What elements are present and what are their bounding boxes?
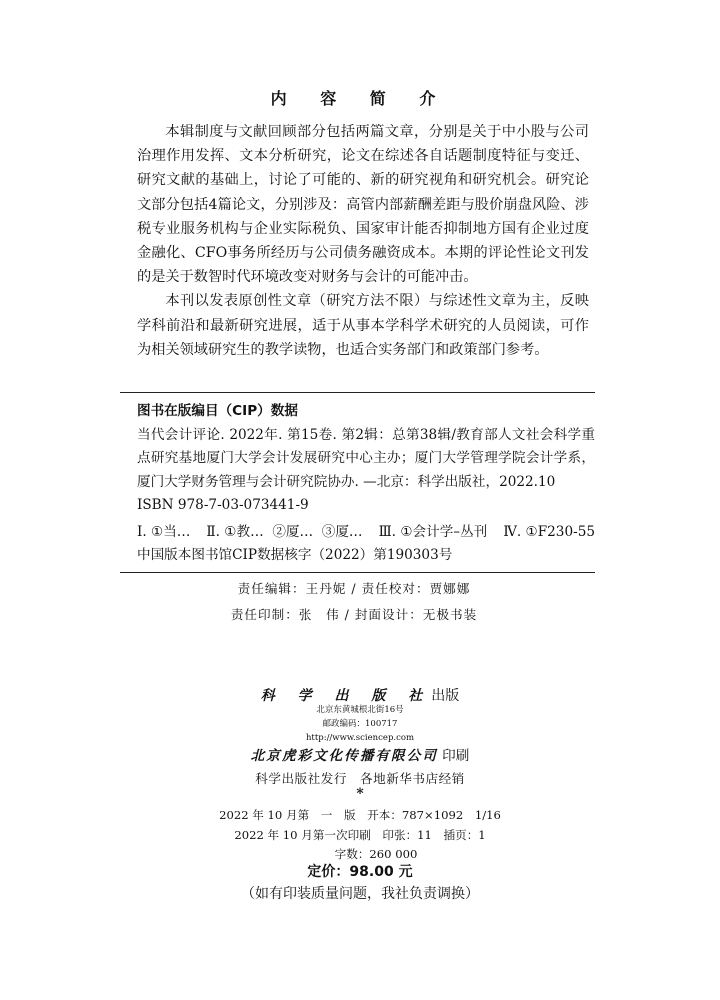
summary-paragraph-1: 本辑制度与文献回顾部分包括两篇文章，分别是关于中小股与公司治理作用发挥、文本分析研究，论文在综述各自话题制度特征与变迁、研究文献的基础上，讨论了可能的、新的研究视角和研究机会。研究论文部分包括4篇论文，分别涉及：高管内部薪酬差距与股价崩盘风险、涉税专业服务机构与企业实际税负、国家审计能否抑制地方国有企业过度金融化、CFO事务所经历与公司债务融资成本。本期的评论性论文刊发的是关于数智时代环境改变对财务与会计的可能冲击。 (137, 124, 589, 286)
cip-class-4: Ⅳ. ①F230-55 (503, 523, 595, 540)
cip-class-3: Ⅲ. ①会计学–丛刊 (378, 523, 488, 540)
cip-block (137, 400, 595, 568)
edition-line: 2022 年 10 月第 一 版 开本：787×1092 1/16 (219, 808, 501, 822)
cip-core-number: 中国版本图书馆CIP数据核字（2022）第190303号 (137, 547, 453, 563)
publisher-calligraphy: 科 学 出 版 社 (260, 688, 432, 704)
cip-classification (137, 521, 595, 545)
quality-note: （如有印装质量问题，我社负责调换） (241, 886, 479, 902)
cip-description: 当代会计评论. 2022年. 第15卷. 第2辑：总第38辑/教育部人文社会科学重点研究基地厦门大学会计发展研究中心主办；厦门大学管理学院会计学系，厦门大学财务管理与会计研究院协办. —北京：科学出版社，2022.10 (137, 426, 595, 490)
cip-isbn: ISBN 978-7-03-073441-9 (137, 497, 309, 513)
printer-suffix: 印刷 (442, 748, 470, 764)
publisher-suffix: 出版 (431, 688, 460, 704)
summary-paragraph-2: 本刊以发表原创性文章（研究方法不限）与综述性文章为主，反映学科前沿和最新研究进展，适于从事本学科学术研究的人员阅读，可作为相关领域研究生的教学读物，也适合实务部门和政策部门参考。 (137, 293, 589, 358)
summary-body (137, 120, 589, 362)
printer-name: 北京虎彩文化传播有限公司 (250, 748, 438, 764)
cip-top-rule (120, 392, 595, 393)
editors-line: 责任编辑：王丹妮 / 责任校对：贾娜娜 (237, 581, 471, 596)
publisher-address: 北京东黄城根北街16号 (316, 705, 404, 715)
printer-line (0, 744, 720, 764)
cip-class-2: Ⅱ. ①教… ②厦… ③厦… (206, 523, 363, 540)
publisher-website: http://www.sciencep.com (305, 733, 415, 743)
distribution-line: 科学出版社发行 各地新华书店经销 (255, 771, 465, 786)
price: 定价：98.00 元 (307, 864, 413, 880)
cip-bottom-rule (120, 572, 595, 573)
word-count: 字数：260 000 (334, 847, 418, 861)
summary-title: 内 容 简 介 (270, 89, 450, 108)
production-line: 责任印制：张 伟 / 封面设计：无极书装 (230, 607, 478, 622)
cip-heading: 图书在版编目（CIP）数据 (137, 403, 298, 419)
separator-star: * (356, 786, 364, 802)
publisher-name (0, 685, 720, 705)
publisher-postcode: 邮政编码：100717 (322, 719, 398, 729)
printing-line: 2022 年 10 月第一次印刷 印张：11 插页：1 (234, 828, 486, 842)
cip-class-1: Ⅰ. ①当… (137, 523, 191, 540)
